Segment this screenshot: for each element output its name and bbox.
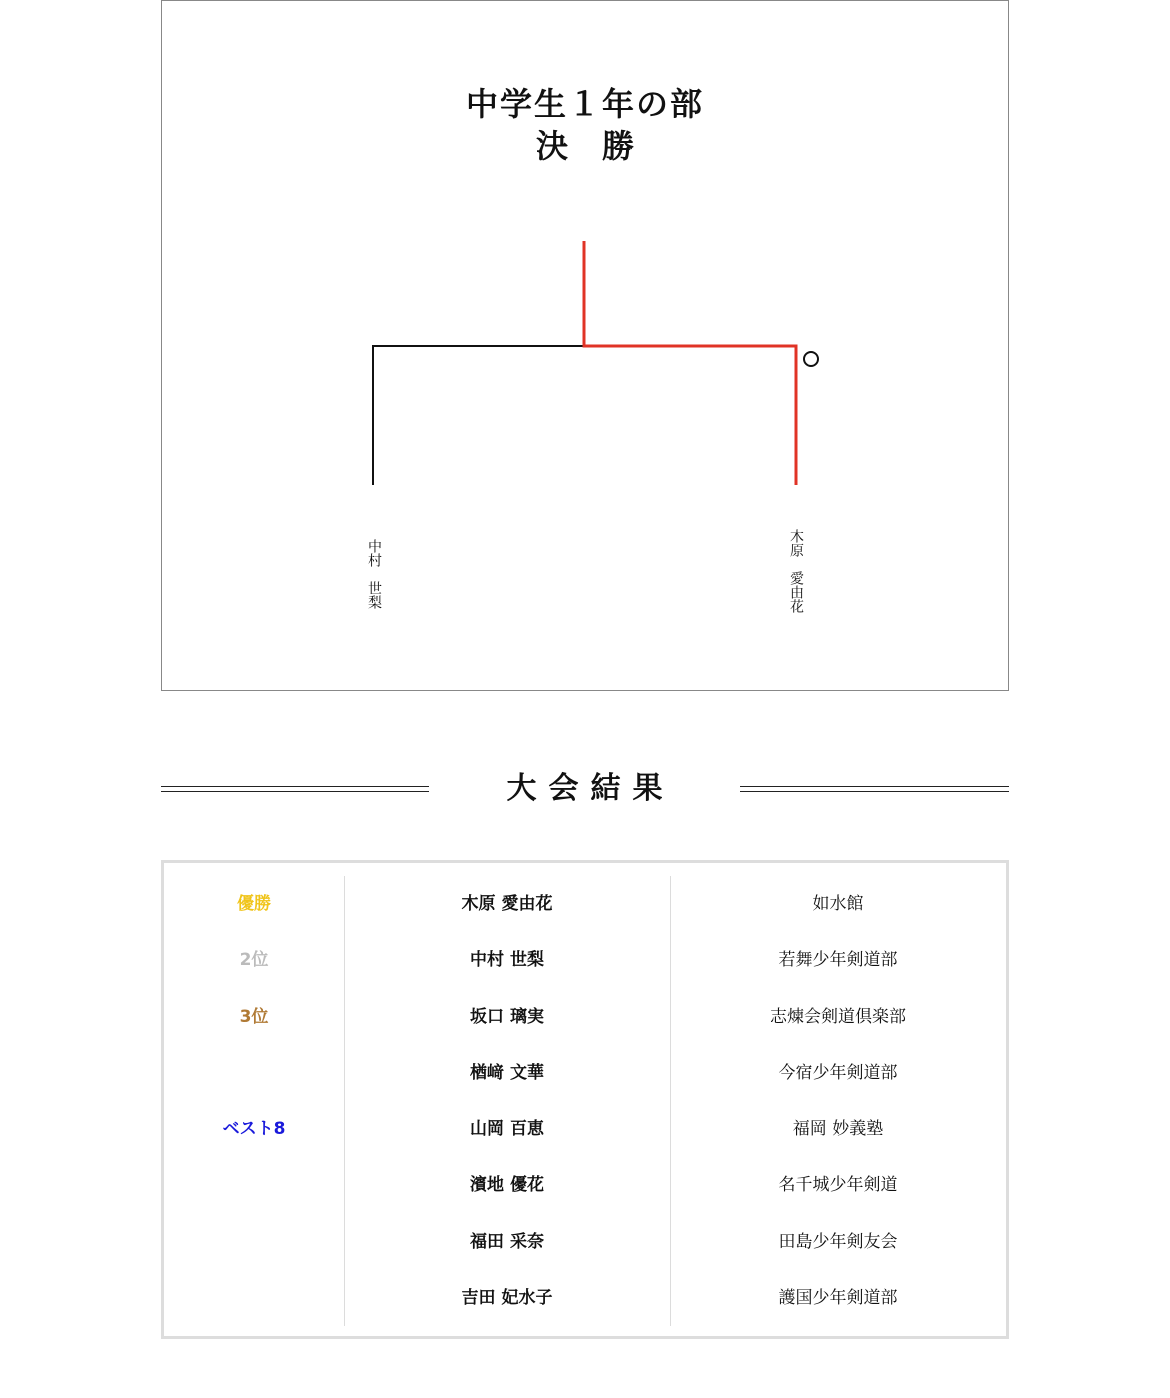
- result-row-1: [164, 876, 1006, 932]
- club-name: 今宿少年剣道部: [778, 1062, 898, 1083]
- bracket-line-winner: [584, 241, 796, 485]
- result-row-2: [164, 932, 1006, 988]
- rank-label-second: 2位: [239, 950, 269, 971]
- results-heading-text: 大会結果: [506, 771, 675, 806]
- result-row-5: [164, 1101, 1006, 1157]
- club-name: 名千城少年剣道: [778, 1175, 898, 1196]
- player-name: 中村 世梨: [470, 950, 544, 971]
- bracket-panel: [161, 0, 1009, 691]
- club-name: 若舞少年剣道部: [778, 950, 898, 971]
- player-name: 濱地 優花: [470, 1175, 544, 1196]
- rank-label-third: 3位: [239, 1006, 269, 1027]
- result-row-6: [164, 1157, 1006, 1213]
- club-name: 護国少年剣道部: [778, 1287, 898, 1308]
- finalist-right-name: 木原 愛由花: [788, 529, 804, 613]
- bracket-title-round: 決勝: [535, 127, 668, 165]
- player-name: 吉田 妃水子: [461, 1287, 553, 1308]
- bracket-lines: [162, 1, 1008, 690]
- result-row-7: [164, 1214, 1006, 1270]
- winner-circle-icon: [803, 351, 819, 367]
- club-name: 田島少年剣友会: [778, 1231, 898, 1252]
- finalist-left-name: 中村 世梨: [366, 539, 382, 609]
- player-name: 山岡 百恵: [470, 1119, 544, 1139]
- results-table: [161, 860, 1009, 1339]
- heading-rule-left: [161, 786, 429, 792]
- player-name: 福田 采奈: [470, 1231, 544, 1252]
- result-row-4: [164, 1045, 1006, 1101]
- result-row-8: [164, 1270, 1006, 1326]
- result-row-3: [164, 989, 1006, 1045]
- bracket-title-division: 中学生１年の部: [465, 85, 704, 123]
- results-rows: [164, 876, 1006, 1326]
- player-name: 楢﨑 文華: [470, 1062, 544, 1083]
- heading-rule-right: [740, 786, 1009, 792]
- rank-label-best8: ベスト8: [222, 1119, 286, 1139]
- results-heading: [161, 764, 1009, 814]
- club-name: 福岡 妙義塾: [792, 1119, 884, 1139]
- club-name: 如水館: [812, 894, 864, 914]
- player-name: 坂口 璃実: [470, 1006, 544, 1027]
- rank-label-first: 優勝: [237, 894, 271, 914]
- club-name: 志煉会剣道倶楽部: [770, 1006, 906, 1027]
- bracket-line-left: [373, 346, 584, 485]
- player-name: 木原 愛由花: [461, 894, 553, 914]
